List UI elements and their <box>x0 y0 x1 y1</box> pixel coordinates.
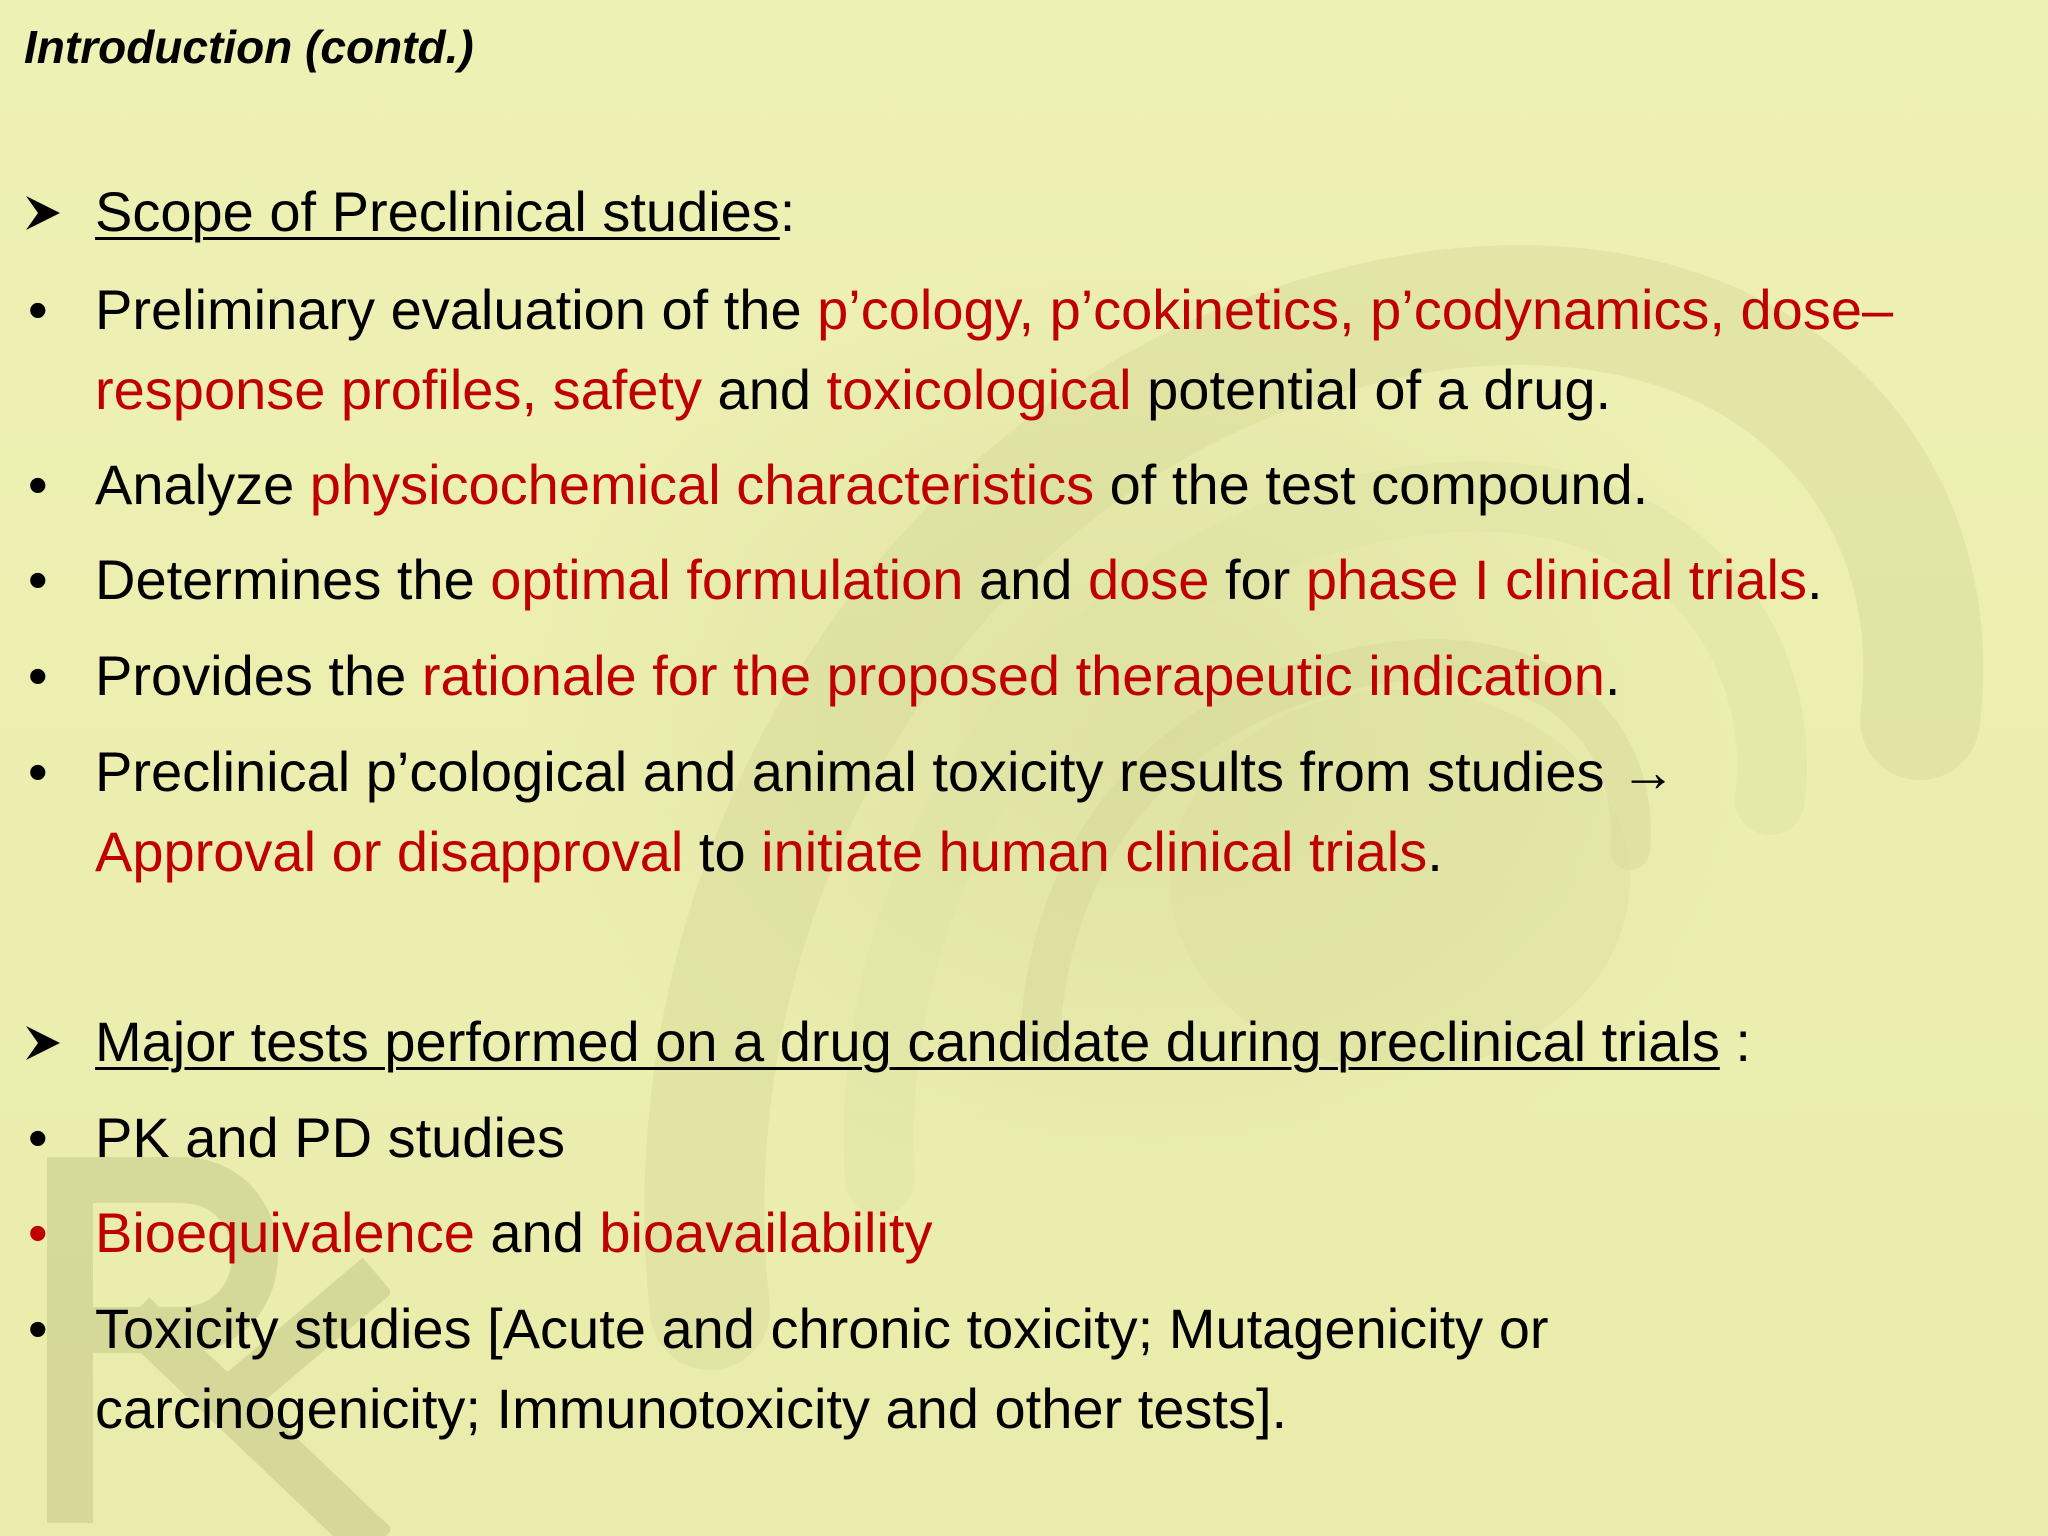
bullet: • <box>28 740 48 803</box>
section-heading-text: Scope of Preclinical studies <box>95 180 780 243</box>
slide: Introduction (contd.) Scope of Preclinical studies: • Preliminary evaluation of the p’cology, p’cokinetics, p’codynamics, dose– response profiles, safety and toxicological potential of a drug. • Analyze physicochemical characteristics of the test compound. • Determines the optimal formulation and dose for phase I clinical trials. • Provides the rationale for the proposed therapeutic indication. • Preclinical p’cological and animal toxicity results from studies → Approval or disapproval to initiate human clinical trials. Major tests performed on a drug candidate during preclinical trials : • PK and PD studies • Bioequivalence and bioavailability • Toxicity studies [Acute and chronic toxicity; Mutagenicity or carcinogenicity; Immunotoxicity and other tests]. <box>0 0 2048 1536</box>
list-item-text: Bioequivalence and bioavailability <box>95 1201 933 1264</box>
bullet: • <box>28 278 48 341</box>
slide-title: Introduction (contd.) <box>24 21 474 73</box>
list-item-text: Analyze physicochemical characteristics of the test compound. <box>95 453 1649 516</box>
list-item-text: PK and PD studies <box>95 1106 566 1169</box>
list-item-text: Determines the optimal formulation and dose for phase I clinical trials. <box>95 548 1823 611</box>
list-item-text: Preliminary evaluation of the p’cology, p’cokinetics, p’codynamics, dose– <box>95 278 1894 341</box>
bullet: • <box>28 1201 48 1264</box>
list-item-text: Toxicity studies [Acute and chronic toxicity; Mutagenicity or <box>95 1297 1549 1360</box>
section-heading-text: Major tests performed on a drug candidate during preclinical trials <box>95 1010 1720 1073</box>
list-item-text: Preclinical p’cological and animal toxicity results from studies → <box>95 740 1677 803</box>
bullet: • <box>28 1106 48 1169</box>
bullet: • <box>28 644 48 707</box>
bullet: • <box>28 453 48 516</box>
list-item-text: response profiles, safety and toxicological potential of a drug. <box>95 358 1612 421</box>
arrowhead-bullet-icon <box>24 172 74 232</box>
list-item-text: carcinogenicity; Immunotoxicity and other tests]. <box>95 1377 1288 1440</box>
arrowhead-bullet-icon <box>24 1002 74 1062</box>
bullet: • <box>28 1297 48 1360</box>
bullet: • <box>28 548 48 611</box>
list-item-text: Approval or disapproval to initiate human clinical trials. <box>95 820 1443 883</box>
list-item-text: Provides the rationale for the proposed therapeutic indication. <box>95 644 1621 707</box>
